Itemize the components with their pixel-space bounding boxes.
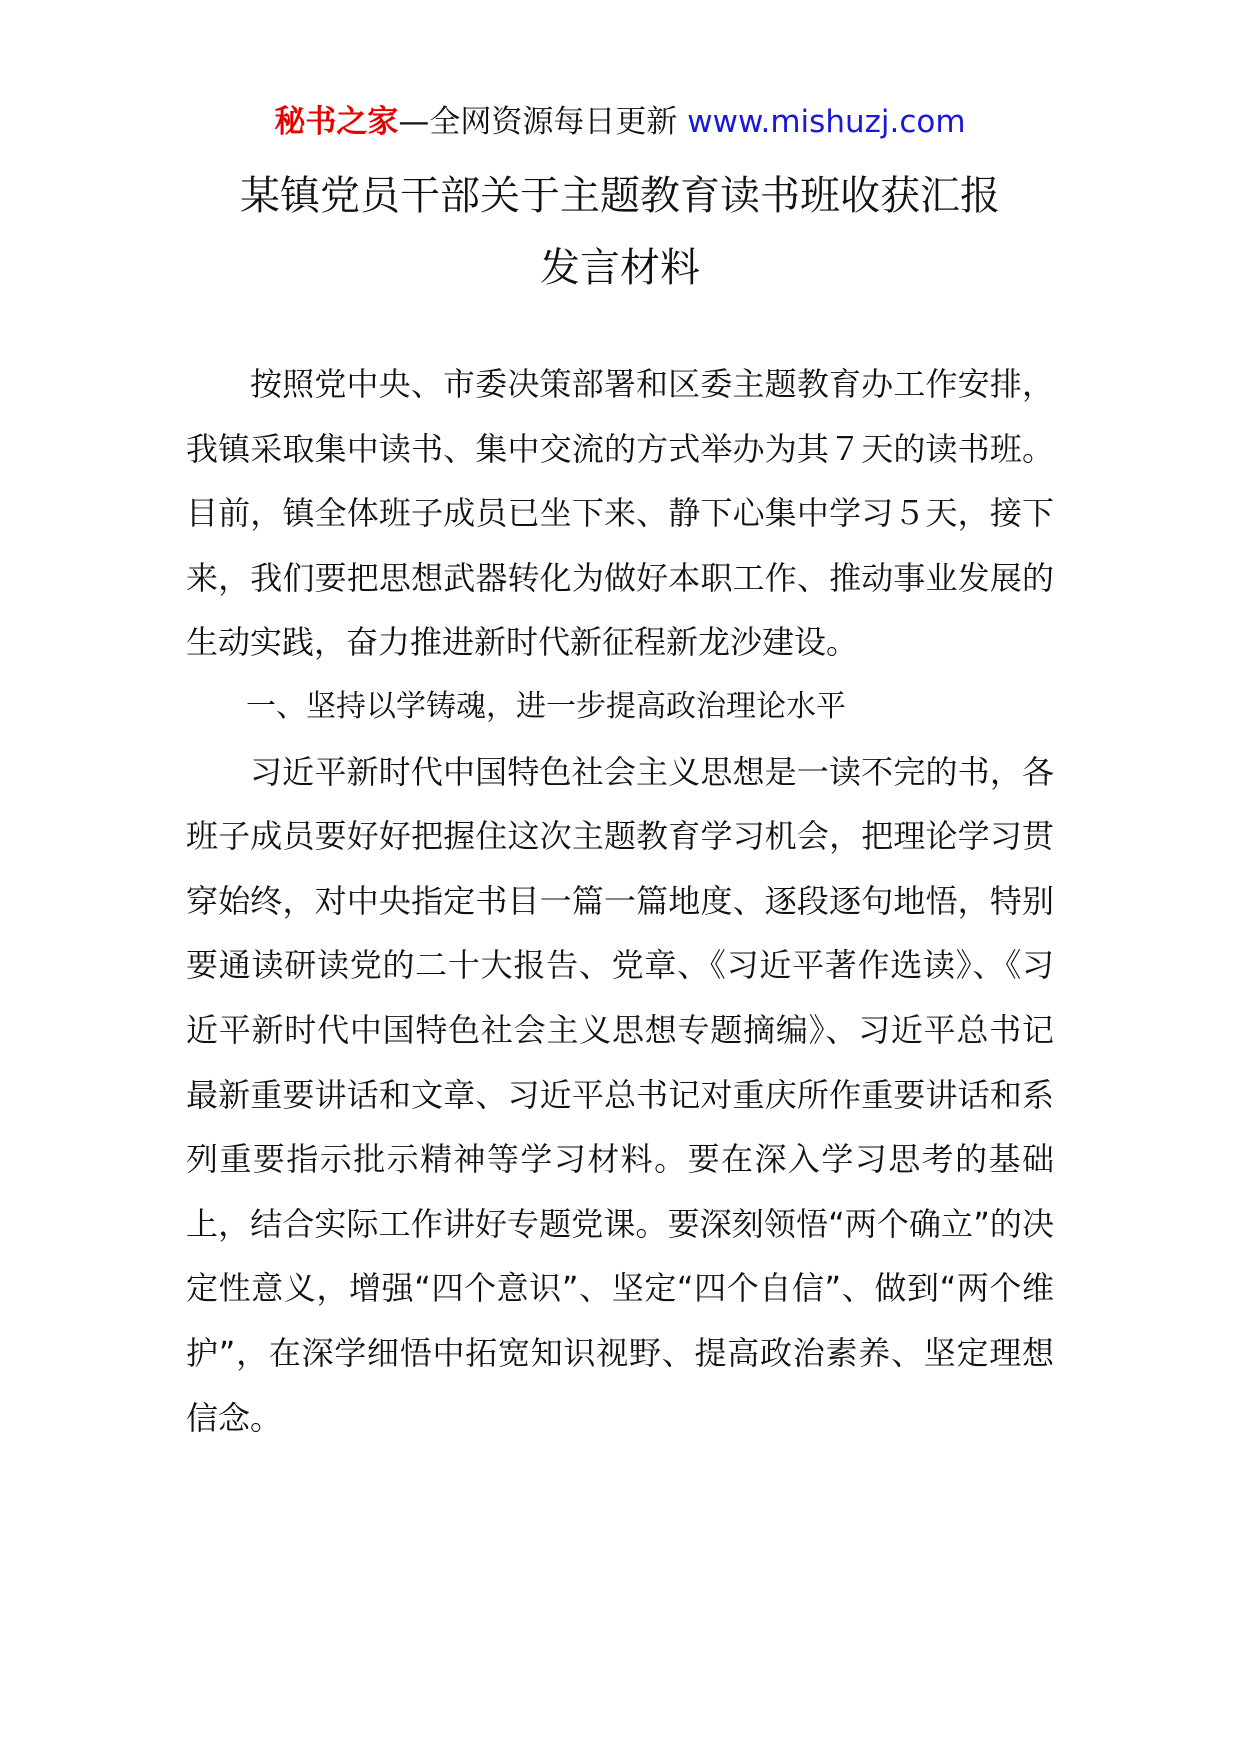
title-line-1: 某镇党员干部关于主题教育读书班收获汇报 [240,173,1000,219]
document-title [0,160,1240,304]
section-1-paragraph: 习近平新时代中国特色社会主义思想是一读不完的书，各班子成员要好好把握住这次主题教育学习机会，把理论学习贯穿始终，对中央指定书目一篇一篇地度、逐段逐句地悟，特别要通读研读党的二十大报告、党章、《习近平著作选读》、《习近平新时代中国特色社会主义思想专题摘编》、习近平总书记最新重要讲话和文章、习近平总书记对重庆所作重要讲话和系列重要指示批示精神等学习材料。要在深入学习思考的基础上，结合实际工作讲好专题党课。要深刻领悟“两个确立”的决定性意义，增强“四个意识”、坚定“四个自信”、做到“两个维护”，在深学细悟中拓宽知识视野、提高政治素养、坚定理想信念。 [186,752,1054,1437]
brand-name: 秘书之家 [274,104,399,140]
site-url-link[interactable]: www.mishuzj.com [687,104,966,140]
site-banner [0,100,1240,144]
title-line-2: 发言材料 [540,245,700,291]
document-body [186,352,1054,1450]
banner-tagline: —全网资源每日更新 [398,104,688,140]
section-heading-1: 一、坚持以学铸魂，进一步提高政治理论水平 [246,688,846,724]
intro-paragraph: 按照党中央、市委决策部署和区委主题教育办工作安排，我镇采取集中读书、集中交流的方式举办为其７天的读书班。目前，镇全体班子成员已坐下来、静下心集中学习５天，接下来，我们要把思想武器转化为做好本职工作、推动事业发展的生动实践，奋力推进新时代新征程新龙沙建设。 [186,365,1054,662]
